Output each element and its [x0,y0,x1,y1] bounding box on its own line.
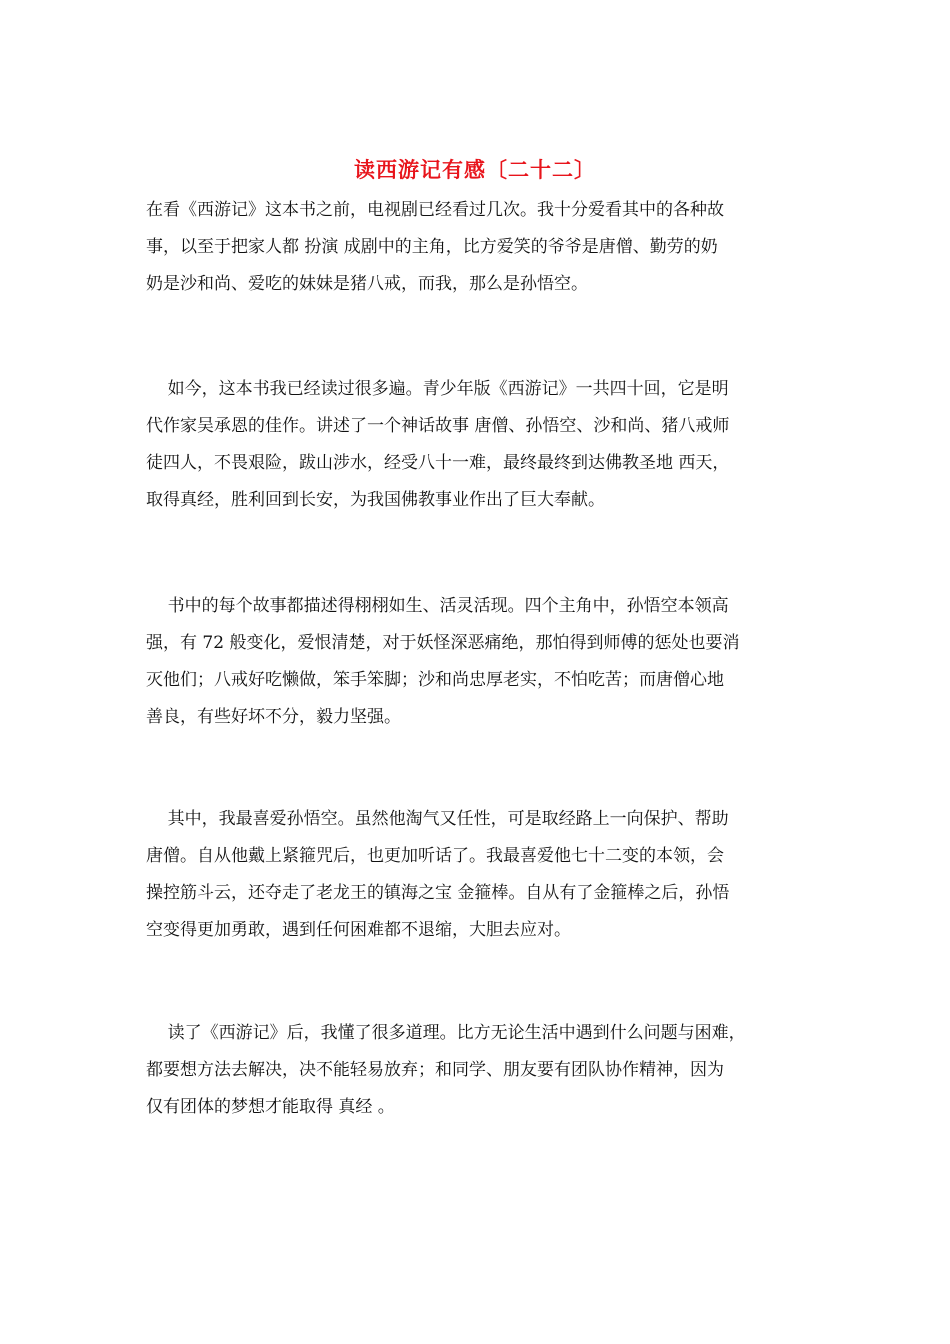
paragraph-line: 事，以至于把家人都 扮演 成剧中的主角，比方爱笑的爷爷是唐僧、勤劳的奶 [146,237,718,257]
paragraph-line: 善良，有些好坏不分，毅力坚强。 [146,707,401,727]
paragraph-line: 读了《西游记》后，我懂了很多道理。比方无论生活中遇到什么问题与困难， [146,1023,746,1043]
paragraph-line: 强，有 72 般变化，爱恨清楚，对于妖怪深恶痛绝，那怕得到师傅的惩处也要消 [146,633,740,653]
paragraph-line: 代作家吴承恩的佳作。讲述了一个神话故事 唐僧、孙悟空、沙和尚、猪八戒师 [146,416,730,436]
paragraph-4 [146,801,814,949]
paragraph-line: 如今，这本书我已经读过很多遍。青少年版《西游记》一共四十回，它是明 [146,379,729,399]
paragraph-3 [146,588,814,736]
paragraph-line: 都要想方法去解决，决不能轻易放弃；和同学、朋友要有团队协作精神，因为 [146,1060,724,1080]
paragraph-line: 唐僧。自从他戴上紧箍咒后，也更加听话了。我最喜爱他七十二变的本领，会 [146,846,724,866]
paragraph-line: 在看《西游记》这本书之前，电视剧已经看过几次。我十分爱看其中的各种故 [146,200,724,220]
paragraph-line: 灭他们；八戒好吃懒做，笨手笨脚；沙和尚忠厚老实，不怕吃苦；而唐僧心地 [146,670,724,690]
paragraph-line: 其中，我最喜爱孙悟空。虽然他淘气又任性，可是取经路上一向保护、帮助 [146,809,729,829]
paragraph-line: 空变得更加勇敢，遇到任何困难都不退缩，大胆去应对。 [146,920,571,940]
paragraph-line: 奶是沙和尚、爱吃的妹妹是猪八戒，而我，那么是孙悟空。 [146,274,588,294]
paragraph-5 [146,1015,814,1126]
paragraph-1 [146,192,814,303]
paragraph-2 [146,371,814,519]
paragraph-line: 仅有团体的梦想才能取得 真经 。 [146,1097,395,1117]
paragraph-line: 徒四人，不畏艰险，跋山涉水，经受八十一难，最终最终到达佛教圣地 西天， [146,453,730,473]
paragraph-line: 取得真经，胜利回到长安，为我国佛教事业作出了巨大奉献。 [146,490,605,510]
paragraph-line: 操控筋斗云，还夺走了老龙王的镇海之宝 金箍棒。自从有了金箍棒之后，孙悟 [146,883,730,903]
document-title: 读西游记有感〔二十二〕 [354,157,596,182]
paragraph-line: 书中的每个故事都描述得栩栩如生、活灵活现。四个主角中，孙悟空本领高 [146,596,729,616]
